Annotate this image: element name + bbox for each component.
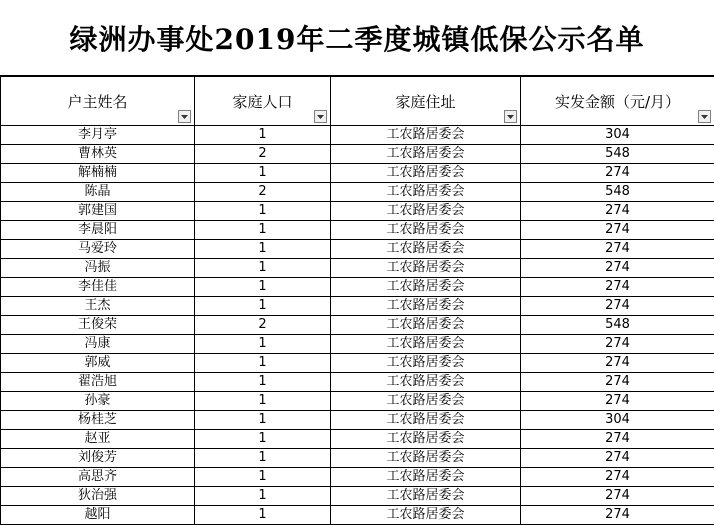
cell-monthly-amount[interactable]: 274 (521, 430, 714, 449)
dropdown-arrow-icon (181, 115, 188, 119)
table-row (1, 259, 714, 278)
cell-householder-name[interactable]: 冯康 (1, 335, 195, 354)
cell-monthly-amount[interactable]: 274 (521, 221, 714, 240)
cell-household-size[interactable]: 1 (195, 411, 331, 430)
filter-dropdown-button[interactable] (314, 110, 327, 123)
cell-home-address[interactable]: 工农路居委会 (331, 335, 521, 354)
cell-home-address[interactable]: 工农路居委会 (331, 373, 521, 392)
filter-dropdown-button[interactable] (698, 110, 711, 123)
data-table (0, 76, 714, 525)
cell-home-address[interactable]: 工农路居委会 (331, 487, 521, 506)
cell-household-size[interactable]: 1 (195, 164, 331, 183)
cell-monthly-amount[interactable]: 274 (521, 449, 714, 468)
cell-home-address[interactable]: 工农路居委会 (331, 126, 521, 145)
cell-monthly-amount[interactable]: 274 (521, 487, 714, 506)
cell-household-size[interactable]: 1 (195, 221, 331, 240)
cell-householder-name[interactable]: 高思齐 (1, 468, 195, 487)
cell-householder-name[interactable]: 陈晶 (1, 183, 195, 202)
filter-dropdown-button[interactable] (178, 110, 191, 123)
cell-household-size[interactable]: 1 (195, 240, 331, 259)
table-row (1, 373, 714, 392)
cell-monthly-amount[interactable]: 274 (521, 278, 714, 297)
cell-monthly-amount[interactable]: 274 (521, 297, 714, 316)
cell-monthly-amount[interactable]: 274 (521, 392, 714, 411)
cell-home-address[interactable]: 工农路居委会 (331, 430, 521, 449)
cell-home-address[interactable]: 工农路居委会 (331, 259, 521, 278)
header-row (1, 77, 714, 126)
cell-monthly-amount[interactable]: 304 (521, 126, 714, 145)
column-header-label: 户主姓名 (1, 91, 194, 112)
cell-household-size[interactable]: 2 (195, 145, 331, 164)
cell-householder-name[interactable]: 孙豪 (1, 392, 195, 411)
cell-monthly-amount[interactable]: 274 (521, 164, 714, 183)
cell-home-address[interactable]: 工农路居委会 (331, 278, 521, 297)
table-row (1, 392, 714, 411)
table-body (1, 126, 714, 525)
cell-home-address[interactable]: 工农路居委会 (331, 449, 521, 468)
cell-home-address[interactable]: 工农路居委会 (331, 183, 521, 202)
table-row (1, 183, 714, 202)
table-row (1, 430, 714, 449)
cell-household-size[interactable]: 1 (195, 278, 331, 297)
column-header-label: 家庭人口 (195, 91, 330, 112)
cell-household-size[interactable]: 1 (195, 202, 331, 221)
cell-monthly-amount[interactable]: 274 (521, 240, 714, 259)
table-row (1, 278, 714, 297)
cell-monthly-amount[interactable]: 274 (521, 202, 714, 221)
cell-home-address[interactable]: 工农路居委会 (331, 468, 521, 487)
cell-monthly-amount[interactable]: 548 (521, 145, 714, 164)
column-header-label: 家庭住址 (331, 91, 520, 112)
column-header-home-address (331, 77, 521, 126)
cell-home-address[interactable]: 工农路居委会 (331, 316, 521, 335)
cell-home-address[interactable]: 工农路居委会 (331, 202, 521, 221)
cell-householder-name[interactable]: 刘俊芳 (1, 449, 195, 468)
cell-monthly-amount[interactable]: 274 (521, 335, 714, 354)
cell-household-size[interactable]: 1 (195, 373, 331, 392)
cell-household-size[interactable]: 1 (195, 259, 331, 278)
table-row (1, 468, 714, 487)
table-row (1, 164, 714, 183)
cell-household-size[interactable]: 1 (195, 449, 331, 468)
table-row (1, 126, 714, 145)
table-row (1, 506, 714, 525)
cell-householder-name[interactable]: 翟浩旭 (1, 373, 195, 392)
cell-household-size[interactable]: 1 (195, 126, 331, 145)
cell-monthly-amount[interactable]: 274 (521, 259, 714, 278)
dropdown-arrow-icon (507, 115, 514, 119)
cell-monthly-amount[interactable]: 274 (521, 468, 714, 487)
cell-householder-name[interactable]: 杨桂芝 (1, 411, 195, 430)
cell-household-size[interactable]: 2 (195, 183, 331, 202)
cell-household-size[interactable]: 1 (195, 354, 331, 373)
cell-household-size[interactable]: 1 (195, 335, 331, 354)
cell-householder-name[interactable]: 越阳 (1, 506, 195, 525)
cell-householder-name[interactable]: 狄治强 (1, 487, 195, 506)
cell-household-size[interactable]: 2 (195, 316, 331, 335)
filter-dropdown-button[interactable] (504, 110, 517, 123)
table-row (1, 297, 714, 316)
table-row (1, 335, 714, 354)
table-row (1, 202, 714, 221)
cell-home-address[interactable]: 工农路居委会 (331, 354, 521, 373)
cell-home-address[interactable]: 工农路居委会 (331, 411, 521, 430)
cell-householder-name[interactable]: 冯振 (1, 259, 195, 278)
dropdown-arrow-icon (701, 115, 708, 119)
table-row (1, 240, 714, 259)
cell-household-size[interactable]: 1 (195, 468, 331, 487)
cell-home-address[interactable]: 工农路居委会 (331, 506, 521, 525)
cell-monthly-amount[interactable]: 548 (521, 183, 714, 202)
column-header-label: 实发金额（元/月） (521, 91, 714, 112)
cell-home-address[interactable]: 工农路居委会 (331, 240, 521, 259)
cell-householder-name[interactable]: 王杰 (1, 297, 195, 316)
cell-home-address[interactable]: 工农路居委会 (331, 392, 521, 411)
cell-home-address[interactable]: 工农路居委会 (331, 221, 521, 240)
table-row (1, 354, 714, 373)
cell-household-size[interactable]: 1 (195, 392, 331, 411)
cell-householder-name[interactable]: 郭威 (1, 354, 195, 373)
cell-householder-name[interactable]: 曹林英 (1, 145, 195, 164)
table-row (1, 316, 714, 335)
cell-household-size[interactable]: 1 (195, 430, 331, 449)
column-header-householder-name (1, 77, 195, 126)
cell-monthly-amount[interactable]: 274 (521, 506, 714, 525)
column-header-monthly-amount (521, 77, 714, 126)
cell-household-size[interactable]: 1 (195, 297, 331, 316)
table-row (1, 411, 714, 430)
cell-householder-name[interactable]: 李晨阳 (1, 221, 195, 240)
cell-householder-name[interactable]: 王俊荣 (1, 316, 195, 335)
cell-householder-name[interactable]: 郭建国 (1, 202, 195, 221)
cell-householder-name[interactable]: 李佳佳 (1, 278, 195, 297)
cell-householder-name[interactable]: 解楠楠 (1, 164, 195, 183)
cell-home-address[interactable]: 工农路居委会 (331, 297, 521, 316)
cell-home-address[interactable]: 工农路居委会 (331, 145, 521, 164)
cell-householder-name[interactable]: 马爱玲 (1, 240, 195, 259)
cell-monthly-amount[interactable]: 548 (521, 316, 714, 335)
cell-householder-name[interactable]: 赵亚 (1, 430, 195, 449)
table-row (1, 221, 714, 240)
page-title: 绿洲办事处2019年二季度城镇低保公示名单 (0, 0, 714, 76)
table-row (1, 449, 714, 468)
table-row (1, 487, 714, 506)
cell-home-address[interactable]: 工农路居委会 (331, 164, 521, 183)
dropdown-arrow-icon (317, 115, 324, 119)
cell-household-size[interactable]: 1 (195, 506, 331, 525)
column-header-household-size (195, 77, 331, 126)
cell-monthly-amount[interactable]: 274 (521, 373, 714, 392)
table-row (1, 145, 714, 164)
cell-household-size[interactable]: 1 (195, 487, 331, 506)
cell-householder-name[interactable]: 李月亭 (1, 126, 195, 145)
cell-monthly-amount[interactable]: 304 (521, 411, 714, 430)
cell-monthly-amount[interactable]: 274 (521, 354, 714, 373)
